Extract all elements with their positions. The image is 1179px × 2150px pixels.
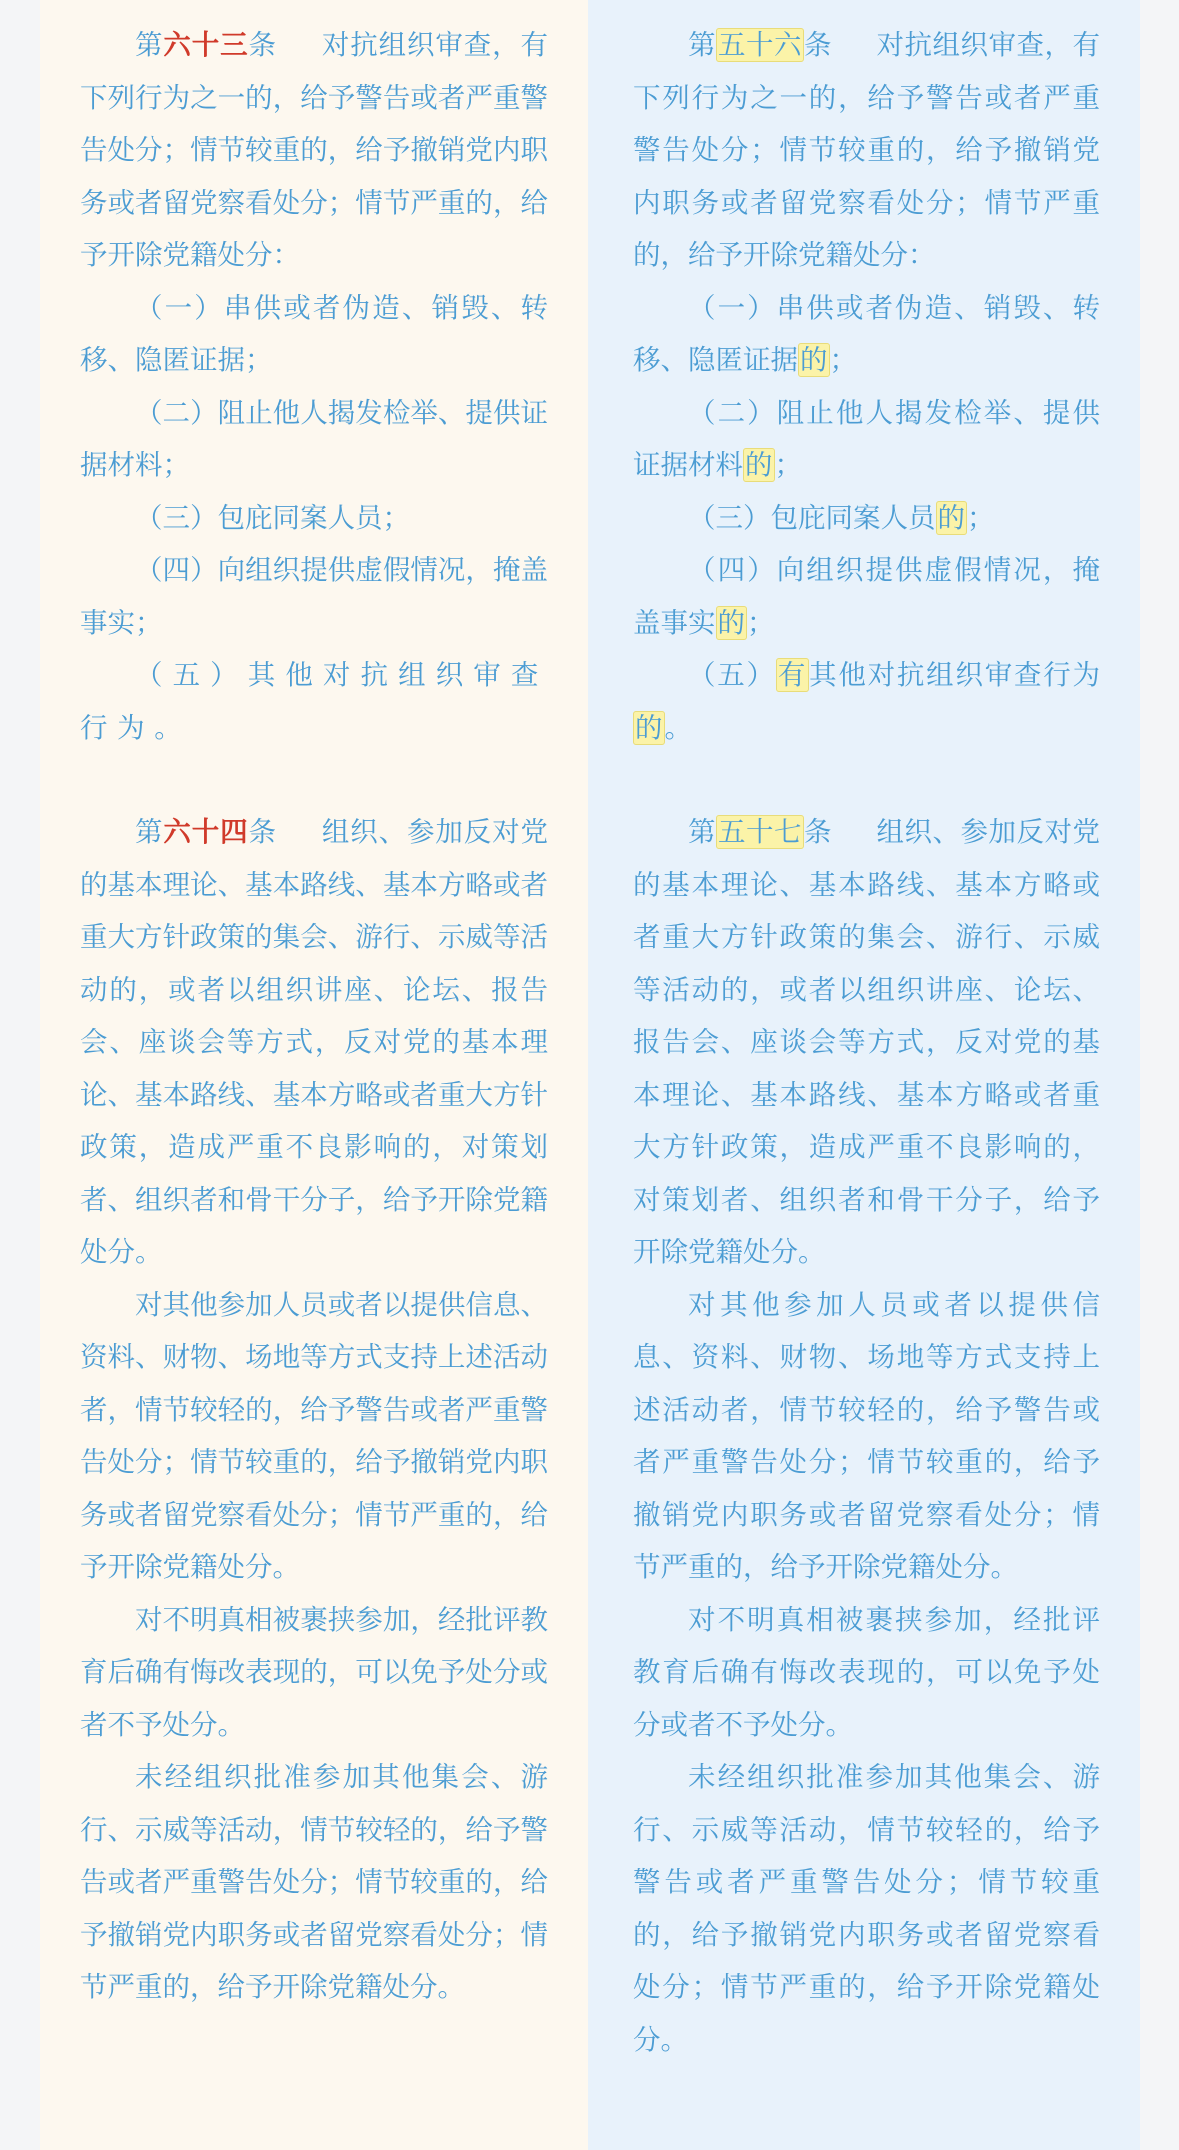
item-text: （一）串供或者伪造、销毁、转移、隐匿证据	[633, 291, 1100, 376]
article-56-heading	[633, 19, 1100, 282]
article-63	[80, 0, 548, 754]
article-57	[633, 806, 1100, 2066]
article-64-heading	[80, 806, 548, 1279]
article-63-heading	[80, 19, 548, 282]
item-end: 。	[664, 711, 692, 744]
article-64	[80, 806, 548, 2014]
item-4	[633, 544, 1100, 649]
item-3	[633, 492, 1100, 545]
article-suffix: 条	[248, 29, 277, 61]
left-column-new-version	[40, 0, 588, 2150]
article-suffix: 条	[804, 29, 832, 61]
article-number: 六十三	[163, 29, 249, 61]
item-prefix: （五）	[688, 659, 776, 691]
item-end: ；	[967, 501, 995, 534]
paragraph-2: 对其他参加人员或者以提供信息、资料、财物、场地等方式支持上述活动者，情节较轻的，给予警告或者严重警告处分；情节较重的，给予撤销党内职务或者留党察看处分；情节严重的，给予开除党籍处分。	[80, 1288, 548, 1583]
paragraph-2: 对其他参加人员或者以提供信息、资料、财物、场地等方式支持上述活动者，情节较轻的，给予警告或者严重警告处分；情节较重的，给予撤销党内职务或者留党察看处分；情节严重的，给予开除党籍处分。	[633, 1288, 1100, 1583]
article-prefix: 第	[688, 29, 716, 61]
article-prefix: 第	[135, 29, 164, 61]
article-64-body: 组织、参加反对党的基本理论、基本路线、基本方略或者重大方针政策的集会、游行、示威等活动的，或者以组织讲座、论坛、报告会、座谈会等方式，反对党的基本理论、基本路线、基本方略或者重大方针政策，造成严重不良影响的，对策划者、组织者和骨干分子，给予开除党籍处分。	[80, 816, 549, 1268]
article-prefix: 第	[135, 816, 164, 848]
article-number-highlight: 五十七	[718, 816, 802, 848]
item-end: ；	[747, 606, 775, 639]
change-highlight: 的	[717, 606, 745, 639]
paragraph-3: 对不明真相被裹挟参加，经批评教育后确有悔改表现的，可以免予处分或者不予处分。	[80, 1603, 548, 1741]
item-1	[633, 282, 1100, 387]
change-highlight: 的	[800, 344, 828, 376]
item-end: ；	[829, 344, 857, 376]
change-highlight: 的	[937, 501, 965, 534]
paragraph-3: 对不明真相被裹挟参加，经批评教育后确有悔改表现的，可以免予处分或者不予处分。	[633, 1603, 1100, 1741]
item-text: （三）包庇同案人员	[688, 501, 936, 534]
article-56-body: 对抗组织审查，有下列行为之一的，给予警告或者严重警告处分；情节较重的，给予撤销党内职务或者留党察看处分；情节严重的，给予开除党籍处分：	[633, 29, 1100, 271]
paragraph-4: 未经组织批准参加其他集会、游行、示威等活动，情节较轻的，给予警告或者严重警告处分；情节较重的，给予撤销党内职务或者留党察看处分；情节严重的，给予开除党籍处分。	[80, 1761, 548, 2003]
item-text: 其他对抗组织审查行为	[809, 659, 1101, 691]
article-suffix: 条	[248, 816, 277, 848]
change-highlight: 有	[777, 659, 808, 691]
change-highlight: 的	[635, 711, 663, 744]
article-number-highlight: 五十六	[718, 29, 802, 61]
article-57-body: 组织、参加反对党的基本理论、基本路线、基本方略或者重大方针政策的集会、游行、示威等活动的，或者以组织讲座、论坛、报告会、座谈会等方式，反对党的基本理论、基本路线、基本方略或者重大方针政策，造成严重不良影响的，对策划者、组织者和骨干分子，给予开除党籍处分。	[633, 816, 1100, 1268]
item-2: （二）阻止他人揭发检举、提供证据材料；	[80, 396, 548, 481]
item-2	[633, 387, 1100, 492]
article-number: 六十四	[163, 816, 249, 848]
item-5: （五）其他对抗组织审查行为。	[80, 659, 548, 744]
article-prefix: 第	[688, 816, 716, 848]
article-suffix: 条	[804, 816, 832, 848]
article-57-heading	[633, 806, 1100, 1279]
item-text: （二）阻止他人揭发检举、提供证据材料	[633, 396, 1100, 481]
item-text: （四）向组织提供虚假情况，掩盖事实	[633, 554, 1100, 639]
paragraph-4: 未经组织批准参加其他集会、游行、示威等活动，情节较轻的，给予警告或者严重警告处分；情节较重的，给予撤销党内职务或者留党察看处分；情节严重的，给予开除党籍处分。	[633, 1761, 1100, 2056]
right-column-old-version	[588, 0, 1140, 2150]
item-1: （一）串供或者伪造、销毁、转移、隐匿证据；	[80, 291, 548, 376]
article-63-body: 对抗组织审查，有下列行为之一的，给予警告或者严重警告处分；情节较重的，给予撤销党内职务或者留党察看处分；情节严重的，给予开除党籍处分：	[80, 29, 549, 271]
item-5	[633, 649, 1100, 754]
item-3: （三）包庇同案人员；	[135, 501, 410, 534]
change-highlight: 的	[745, 449, 773, 481]
item-end: ；	[774, 449, 802, 481]
item-4: （四）向组织提供虚假情况，掩盖事实；	[80, 554, 548, 639]
article-56	[633, 0, 1100, 754]
